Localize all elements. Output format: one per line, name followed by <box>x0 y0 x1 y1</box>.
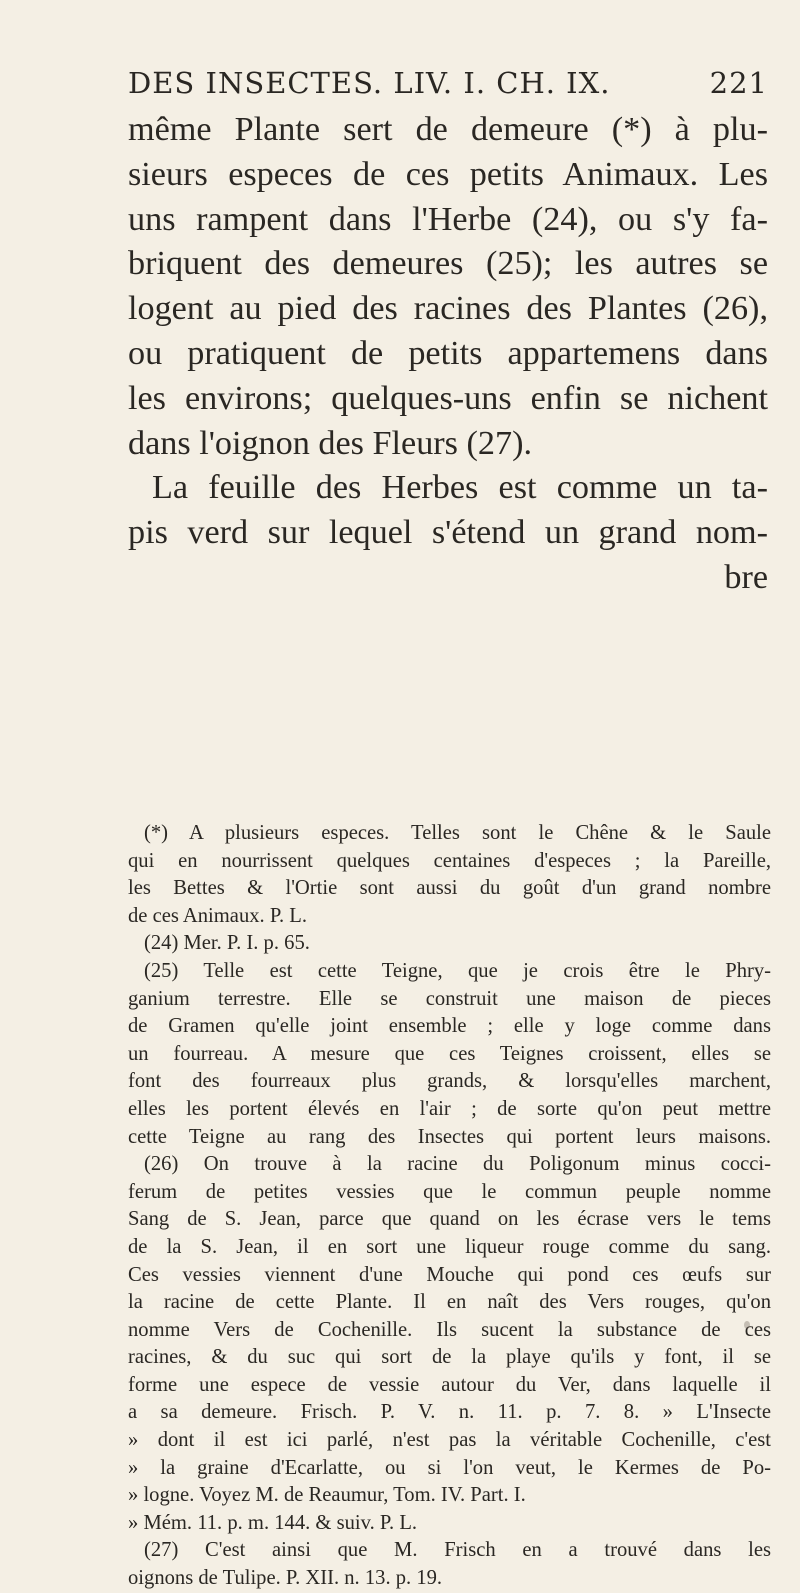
footnote-line: » logne. Voyez M. de Reaumur, Tom. IV. Part. I. <box>128 1484 526 1507</box>
footnote-line: racines, & du suc qui sort de la playe qu'ils y font, il se <box>128 1346 771 1369</box>
footnote-line: Ces vessies viennent d'une Mouche qui pond ces œufs sur <box>128 1263 771 1286</box>
footnote-line: (*) A plusieurs especes. Telles sont le Chêne & le Saule <box>144 822 771 844</box>
footnote-line: ganium terrestre. Elle se construit une maison de pieces <box>128 987 771 1010</box>
footnote-line: la racine de cette Plante. Il en naît des Vers rouges, qu'on <box>128 1291 771 1314</box>
body-line: même Plante sert de demeure (*) à plu- <box>128 111 768 148</box>
footnote-line: » la graine d'Ecarlatte, ou si l'on veut, le Kermes de Po- <box>128 1456 771 1479</box>
paper-stain <box>744 1321 750 1329</box>
footnote-line: » dont il est ici parlé, n'est pas la véritable Cochenille, c'est <box>128 1429 771 1452</box>
running-title: DES INSECTES. LIV. I. CH. IX. <box>128 66 611 100</box>
body-line: pis verd sur lequel s'étend un grand nom- <box>128 514 768 552</box>
body-line: briquent des demeures (25); les autres se <box>128 245 768 283</box>
footnote-line: elles les portent élevés en l'air ; de sorte qu'on peut mettre <box>128 1097 771 1120</box>
footnote-line: nomme Vers de Cochenille. Ils sucent la substance de ces <box>128 1318 771 1341</box>
main-text <box>128 108 768 601</box>
body-line: dans l'oignon des Fleurs (27). <box>128 424 533 462</box>
footnote-line: font des fourreaux plus grands, & lorsqu'elles marchent, <box>128 1070 771 1093</box>
body-line: logent au pied des racines des Plantes (26), <box>128 290 768 328</box>
footnote-line: de Gramen qu'elle joint ensemble ; elle y loge comme dans <box>128 1015 771 1038</box>
footnote-line: un fourreau. A mesure que ces Teignes croissent, elles se <box>128 1042 771 1065</box>
footnote-line: » Mém. 11. p. m. 144. & suiv. P. L. <box>128 1511 418 1534</box>
footnote-line: oignons de Tulipe. P. XII. n. 13. p. 19. <box>128 1567 443 1590</box>
page-number: 221 <box>709 66 768 100</box>
footnote-line: (27) C'est ainsi que M. Frisch en a trouvé dans les <box>144 1539 771 1562</box>
catchword: bre <box>724 558 768 596</box>
footnote-line: qui en nourrissent quelques centaines d'especes ; la Pareille, <box>128 849 771 872</box>
footnote-line: les Bettes & l'Ortie sont aussi du goût d'un grand nombre <box>128 877 771 900</box>
footnote-line: (24) Mer. P. I. p. 65. <box>144 932 310 955</box>
footnote-line: a sa demeure. Frisch. P. V. n. 11. p. 7. 8. » L'Insecte <box>128 1401 771 1424</box>
body-line: les environs; quelques-uns enfin se nichent <box>128 379 768 417</box>
body-line: ou pratiquent de petits appartemens dans <box>128 334 768 372</box>
footnote-line: de la S. Jean, il en sort une liqueur rouge comme du sang. <box>128 1235 771 1258</box>
footnote-line: forme une espece de vessie autour du Ver, dans laquelle il <box>128 1373 771 1396</box>
footnote-line: cette Teigne au rang des Insectes qui portent leurs maisons. <box>128 1125 771 1148</box>
footnote-line: (26) On trouve à la racine du Poligonum minus cocci- <box>144 1153 771 1176</box>
running-header <box>128 66 768 100</box>
body-line: uns rampent dans l'Herbe (24), ou s'y fa- <box>128 200 768 238</box>
footnotes <box>128 820 771 1593</box>
body-line: La feuille des Herbes est comme un ta- <box>152 469 768 507</box>
body-line: sieurs especes de ces petits Animaux. Les <box>128 155 768 193</box>
footnote-line: (25) Telle est cette Teigne, que je crois être le Phry- <box>144 959 771 982</box>
footnote-line: ferum de petites vessies que le commun peuple nomme <box>128 1180 771 1203</box>
footnote-line: Sang de S. Jean, parce que quand on les écrase vers le tems <box>128 1208 771 1231</box>
footnote-line: de ces Animaux. P. L. <box>128 904 308 927</box>
